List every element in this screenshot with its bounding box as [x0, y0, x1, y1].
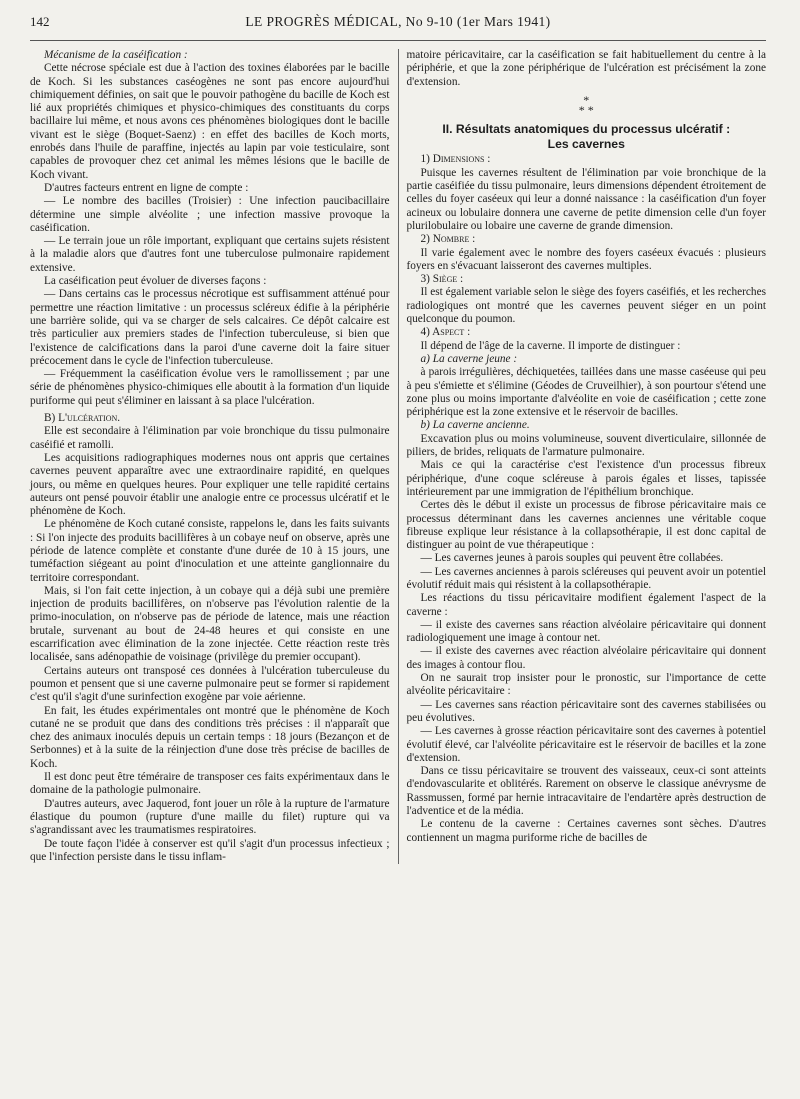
heading-nombre: 2) Nombre :	[420, 233, 476, 246]
page-number: 142	[30, 14, 50, 29]
paragraph: Certes dès le début il existe un processus de fibrose péricavitaire mais ce processus déterminant dans les cavernes anciennes une véritable coque fibreuse explique leur résistance à la collapsothérapie, il est donc capital de distinguer au point de vue thérapeutique :	[406, 499, 766, 552]
paragraph: De toute façon l'idée à conserver est qu'il s'agit d'un processus infectieux ; que l'infection persiste dans le tissu inflam-	[30, 837, 390, 863]
page-header	[30, 14, 766, 41]
paragraph: Elle est secondaire à l'élimination par voie bronchique du tissu pulmonaire caséifié et ramolli.	[30, 425, 390, 451]
paragraph: En fait, les études expérimentales ont montré que le phénomène de Koch cutané ne se produit que dans des conditions très précises : il n'apparaît que chez des animaux inoculés depuis un certain temps : 18 jours (Bezançon et de Serbonnes) et à la suite de la réinjection d'une dose très précise de bacilles de Koch.	[30, 704, 390, 770]
heading-aspect: 4) Aspect :	[420, 326, 471, 339]
paragraph: — Fréquemment la caséification évolue vers le ramollissement ; par une série de phénomènes physico-chimiques elle aboutit à la formation d'un liquide puriforme qui peut s'éliminer en laissant à sa place l'ulcération.	[30, 368, 390, 407]
paragraph: — Les cavernes anciennes à parois scléreuses qui peuvent avoir un potentiel évolutif réduit mais qui résistent à la collapsothérapie.	[406, 565, 766, 591]
running-title: LE PROGRÈS MÉDICAL, No 9-10 (1er Mars 1941)	[245, 14, 551, 29]
section-title: II. Résultats anatomiques du processus ulcératif :	[442, 121, 731, 136]
right-column	[398, 49, 767, 864]
star-mark: *	[583, 92, 590, 107]
paragraph: Mais, si l'on fait cette injection, à un cobaye qui a déjà subi une première injection de produits bacillifères, on n'observe pas l'évolution ralentie de la primo-inoculation, on n'observe pas de période de latence, mais une réaction brutale, survenant au bout de 24-48 heures et qui consiste en une escarrification avec élimination de la zone injectée. Cette réaction reste très localisée, sans adénopathie de voisinage (privilège du premier occupant).	[30, 584, 390, 664]
paragraph: — Les cavernes jeunes à parois souples qui peuvent être collabées.	[420, 552, 724, 565]
paragraph: On ne saurait trop insister pour le pronostic, sur l'importance de cette alvéolite péricavitaire :	[406, 672, 766, 698]
paragraph: Le contenu de la caverne : Certaines cavernes sont sèches. D'autres contiennent un magma puriforme riche de bacilles de	[406, 818, 766, 844]
paragraph: Il dépend de l'âge de la caverne. Il importe de distinguer :	[420, 339, 681, 352]
paragraph-italic-lead: La caséification peut évoluer de diverses façons :	[44, 275, 267, 288]
paragraph: D'autres auteurs, avec Jaquerod, font jouer un rôle à la rupture de l'armature élastique du poumon (rupture d'une maille du filet) rupture qui va s'agrandissant avec les traumatismes respiratoires.	[30, 797, 390, 837]
left-column	[30, 49, 398, 864]
paragraph: Il varie également avec le nombre des foyers caséeux évacués : plusieurs foyers en s'évacuant laisseront des cavernes multiples.	[406, 246, 766, 272]
paragraph: — Le terrain joue un rôle important, expliquant que certains sujets résistent à la maladie alors que d'autres font une tuberculose pulmonaire rapidement extensive.	[30, 235, 390, 274]
paragraph: Puisque les cavernes résultent de l'élimination par voie bronchique de la partie caséifiée du tissu pulmonaire, leurs dimensions dépendent étroitement de celles du foyer caséeux qui leur a donné naissance : la caséification d'un foyer acineux ou lobulaire donnera une caverne de petite dimension celle d'un foyer plurilobulaire ou lobaire une caverne de grande dimension.	[406, 166, 766, 232]
heading-mecanisme: Mécanisme de la caséification :	[44, 49, 188, 61]
paragraph: Certains auteurs ont transposé ces données à l'ulcération tuberculeuse du poumon et pensent que si une caverne pulmonaire peut se former si rapidement c'est qu'il s'agit d'une surinfection exogène par voie aérienne.	[30, 664, 390, 704]
star-mark: * *	[578, 102, 594, 117]
paragraph: Les acquisitions radiographiques modernes nous ont appris que certaines cavernes peuvent apparaître avec une extraordinaire rapidité, en quelques jours, ou même en quelques heures. Pour expliquer une telle rapidité certains auteurs ont pensé pouvoir établir une analogie entre ce processus ulcératif et le phénomène de Koch.	[30, 451, 390, 518]
heading-siege: 3) Siège :	[420, 273, 464, 286]
paragraph: à parois irrégulières, déchiquetées, taillées dans une masse caséeuse qui peu à peu s'émiette et s'élimine (Géodes de Cruveilhier), à son pourtour s'étend une zone plus ou moins importante d'alvéolite en voie de caséification ; cette zone périphérique est la zone extensive et le réservoir de bacilles.	[406, 366, 766, 419]
paragraph: — Les cavernes sans réaction péricavitaire sont des cavernes stabilisées ou peu évolutives.	[406, 698, 766, 724]
section-separator	[407, 92, 767, 117]
article-columns	[30, 49, 766, 864]
paragraph: Les réactions du tissu péricavitaire modifient également l'aspect de la caverne :	[406, 592, 766, 618]
paragraph: D'autres facteurs entrent en ligne de compte :	[44, 181, 249, 194]
paragraph: — Les cavernes à grosse réaction péricavitaire sont des cavernes à potentiel évolutif élevé, car l'alvéolite péricavitaire est le réservoir de bacilles et la zone d'extension.	[406, 725, 766, 764]
heading-ulceration: B) L'ulcération.	[44, 412, 121, 425]
paragraph: Mais ce qui la caractérise c'est l'existence d'un processus fibreux périphérique, d'une coque scléreuse à parois égales et lisses, tapissée intérieurement par une immigration de l'épithélium bronchique.	[406, 459, 766, 498]
subsection-title: Les cavernes	[547, 137, 625, 152]
paragraph: — il existe des cavernes avec réaction alvéolaire péricavitaire qui donnent des images à contour flou.	[406, 645, 766, 671]
paragraph: Il est également variable selon le siège des foyers caséifiés, et les recherches radiologiques ont montré que les cavernes peuvent siéger en un point quelconque du poumon.	[406, 286, 766, 326]
paragraph: — Dans certains cas le processus nécrotique est suffisamment atténué pour permettre une réaction limitative : un processus scléreux édifie à la périphérie une barrière solide, qui va se charger de sels calcaires. Ce dépôt calcaire est très particulier aux premiers stades de l'infection tuberculeuse, si bien que l'existence de calcifications dans la paroi d'une caverne doit la faire situer précocement dans le cycle de l'infection tuberculeuse.	[30, 288, 390, 367]
paragraph: Excavation plus ou moins volumineuse, souvent diverticulaire, sillonnée de piliers, de brides, reliquats de l'armature pulmonaire.	[406, 432, 766, 459]
paragraph: Dans ce tissu péricavitaire se trouvent des vaisseaux, ceux-ci sont atteints d'endovascularite et oblitérés. Rarement on observe le classique anévrysme de Rassmussen, formé par hernie intracavitaire de l'endartère après destruction de l'adventice et de la média.	[406, 765, 766, 818]
paragraph: — Le nombre des bacilles (Troisier) : Une infection paucibacillaire détermine une simple alvéolite ; une infection massive provoque la caséification.	[30, 195, 390, 234]
paragraph: Le phénomène de Koch cutané consiste, rappelons le, dans les faits suivants : Si l'on injecte des produits bacillifères à un cobaye neuf on observe, après une période de latence complète et constante d'une durée de 10 à 15 jours, une tuméfaction siégeant au point d'inoculation et une atteinte ganglionnaire du territoire correspondant.	[30, 518, 390, 584]
heading-caverne-ancienne: b) La caverne ancienne.	[420, 419, 530, 432]
heading-caverne-jeune: a) La caverne jeune :	[420, 352, 518, 365]
paragraph: Il est donc peut être téméraire de transposer ces faits expérimentaux dans le domaine de la pathologie pulmonaire.	[30, 771, 390, 797]
paragraph: Cette nécrose spéciale est due à l'action des toxines élaborées par le bacille de Koch. Si les substances caséogènes ne sont pas encore aujourd'hui chimiquement définies, on sait que le pouvoir pathogène du bacille de Koch est lié aux propriétés chimiques et physico-chimiques des constituants du corps bacillaire lui même, et nous avons ces phénomènes biologiques dont le bacille vivant est le siège (Boquet-Saenz) : en effet des bacilles de Koch morts, enrobés dans l'huile de paraffine, injectés au lapin par voie testiculaire, sont capables de provoquer chez cet animal les mêmes lésions que le bacille de Koch vivant.	[30, 62, 390, 181]
heading-dimensions: 1) Dimensions :	[420, 153, 491, 166]
paragraph: — il existe des cavernes sans réaction alvéolaire péricavitaire qui donnent radiologiquement une image à contour net.	[406, 618, 766, 645]
paragraph-continued: matoire péricavitaire, car la caséification se fait habituellement du centre à la périphérie, et que la zone périphérique de l'ulcération est précisément la zone d'extension.	[406, 49, 766, 88]
